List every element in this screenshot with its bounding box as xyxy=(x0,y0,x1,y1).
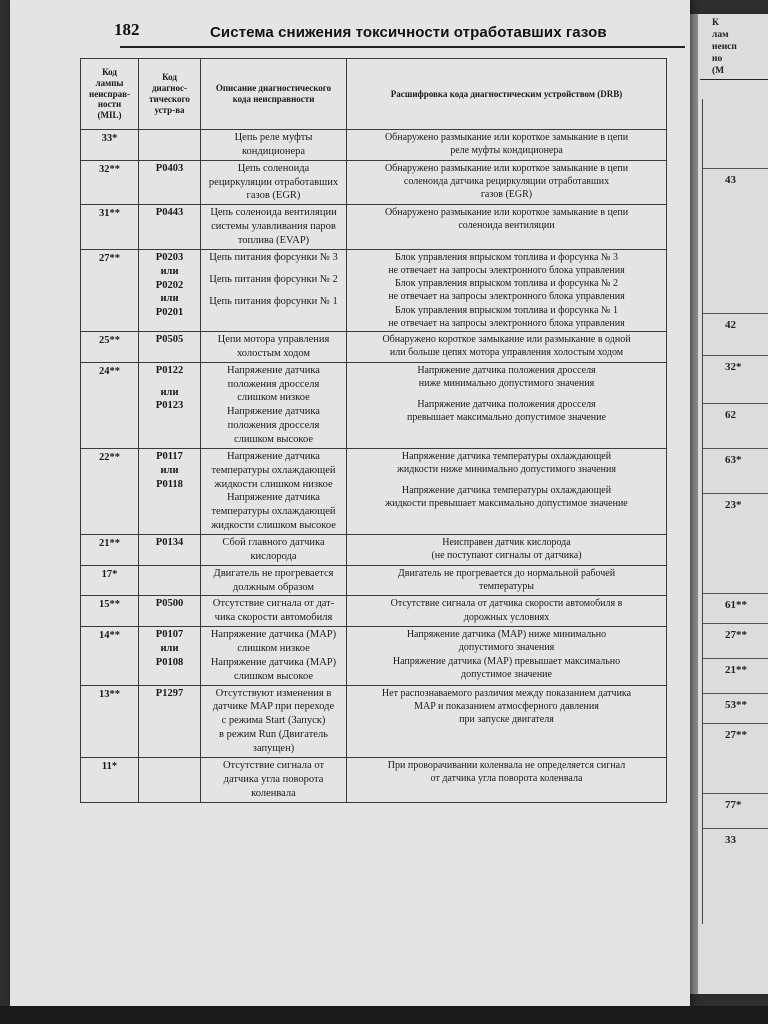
table-row xyxy=(81,627,667,685)
decoding-line: или больше цепях мотора управления холостым ходом xyxy=(389,347,624,359)
facing-page xyxy=(690,14,768,994)
description-line: газов (EGR) xyxy=(246,190,301,202)
decoding-line: не отвечает на запросы электронного блока управления xyxy=(388,291,625,303)
line-gap xyxy=(203,265,344,273)
mil-code: 21** xyxy=(81,535,139,566)
description-line: Цепь питания форсунки № 1 xyxy=(209,295,338,307)
facing-page-table xyxy=(702,99,768,924)
decoding-line: MAP и показанием атмосферного давления xyxy=(414,700,599,712)
decoding-line: Обнаружено размыкание или короткое замыкание в цепи xyxy=(384,207,629,219)
table-row xyxy=(81,249,667,331)
table-row xyxy=(81,565,667,596)
description-line: Цепь соленоида xyxy=(237,162,310,174)
description-line: температуры охлаждающей xyxy=(211,464,336,476)
header-drb-code xyxy=(139,59,201,130)
description-line: Цепь реле муфты xyxy=(234,132,313,143)
decoding-line: жидкости превышает максимально допустимое значение xyxy=(385,498,628,510)
facing-mil-code: 62 xyxy=(725,409,736,421)
table-row xyxy=(81,332,667,363)
code-decoding xyxy=(347,362,667,448)
decoding-line: (не поступают сигналы от датчика) xyxy=(431,550,582,562)
drb-code xyxy=(139,757,201,802)
description-line: в режим Run (Двигатель xyxy=(219,729,328,741)
facing-mil-code: 27** xyxy=(725,629,747,641)
drb-code-line: P0403 xyxy=(155,162,184,174)
line-gap xyxy=(141,378,198,386)
decoding-line: при запуске двигателя xyxy=(459,714,554,725)
mil-code: 33* xyxy=(81,130,139,161)
description-line: датчика угла поворота xyxy=(223,773,324,785)
table-row xyxy=(81,535,667,566)
header-mil-code xyxy=(81,59,139,130)
facing-header-line: но xyxy=(712,53,723,64)
facing-mil-code: 33 xyxy=(725,834,736,846)
description-line: Отсутствие сигнала от xyxy=(222,759,325,771)
code-description xyxy=(201,205,347,250)
drb-code-line: P0443 xyxy=(155,207,184,219)
facing-row-border xyxy=(703,313,768,314)
drb-code-line: или xyxy=(160,386,179,398)
table-row xyxy=(81,757,667,802)
drb-code xyxy=(139,565,201,596)
line-gap xyxy=(349,476,664,484)
scan-edge xyxy=(0,1006,768,1024)
decoding-line: соленоида вентиляции xyxy=(458,220,555,232)
facing-mil-code: 43 xyxy=(725,174,736,186)
facing-row-border xyxy=(703,168,768,169)
table-row xyxy=(81,160,667,205)
header-line: кода неисправности xyxy=(232,94,315,104)
line-gap xyxy=(203,287,344,295)
code-description xyxy=(201,448,347,534)
table-row xyxy=(81,685,667,757)
header-line: диагнос- xyxy=(151,83,187,94)
code-description xyxy=(201,685,347,757)
code-description xyxy=(201,332,347,363)
facing-header-line: (M xyxy=(712,65,725,76)
description-line: Отсутствуют изменения в xyxy=(215,687,332,699)
header-rule xyxy=(120,46,685,48)
table-row xyxy=(81,596,667,627)
code-decoding xyxy=(347,249,667,331)
mil-code: 24** xyxy=(81,362,139,448)
drb-code-line: P0202 xyxy=(155,279,184,291)
facing-mil-code: 23* xyxy=(725,499,742,511)
facing-row-border xyxy=(703,403,768,404)
drb-code-line: P0500 xyxy=(155,598,184,610)
table-header-row xyxy=(81,59,667,130)
drb-code xyxy=(139,627,201,685)
header-description xyxy=(201,59,347,130)
book-page xyxy=(10,0,690,1006)
decoding-line: температуры xyxy=(478,580,535,592)
decoding-line: не отвечает на запросы электронного блока управления xyxy=(388,317,625,329)
drb-code-line: или xyxy=(160,643,179,655)
decoding-line: ниже минимально допустимого значения xyxy=(418,377,595,389)
code-decoding xyxy=(347,332,667,363)
code-description xyxy=(201,565,347,596)
drb-code-line: P0118 xyxy=(156,478,183,490)
facing-header-line: лам xyxy=(712,29,729,40)
decoding-line: Напряжение датчика положения дросселя xyxy=(417,364,596,376)
description-line: Напряжение датчика xyxy=(227,450,320,462)
code-description xyxy=(201,627,347,685)
code-description xyxy=(201,757,347,802)
facing-header-line: К xyxy=(712,18,719,28)
facing-mil-code: 53** xyxy=(725,699,747,711)
header-decoding xyxy=(347,59,667,130)
table-row xyxy=(81,130,667,161)
description-line: жидкости слишком низкое xyxy=(214,478,333,490)
drb-code xyxy=(139,685,201,757)
decoding-line: не отвечает на запросы электронного блока управления xyxy=(388,265,625,277)
decoding-line: Напряжение датчика (MAP) превышает максимально xyxy=(392,655,621,667)
header-line: устр-ва xyxy=(154,104,185,115)
facing-mil-code: 77* xyxy=(725,799,742,811)
facing-page-rule xyxy=(700,79,768,80)
facing-page-header-fragment xyxy=(712,18,737,77)
page-gutter xyxy=(690,14,698,994)
description-line: положения дросселя xyxy=(227,420,320,432)
facing-row-border xyxy=(703,593,768,594)
facing-row-border xyxy=(703,493,768,494)
description-line: кондиционера xyxy=(241,145,306,157)
decoding-line: жидкости ниже минимально допустимого значения xyxy=(397,464,616,476)
description-line: жидкости слишком высокое xyxy=(211,520,336,532)
description-line: слишком низкое xyxy=(237,392,310,404)
mil-code: 13** xyxy=(81,685,139,757)
header-line: Описание диагностического xyxy=(215,83,332,94)
decoding-line: допустимое значение xyxy=(461,668,552,680)
description-line: Цепь соленоида вентиляции xyxy=(210,207,337,219)
description-line: слишком высокое xyxy=(233,670,314,682)
description-line: положения дросселя xyxy=(227,378,320,390)
drb-code-line: P0122 xyxy=(155,364,184,376)
code-decoding xyxy=(347,205,667,250)
facing-row-border xyxy=(703,693,768,694)
drb-code-line: P0123 xyxy=(155,400,184,412)
description-line: температуры охлаждающей xyxy=(211,506,336,518)
decoding-line: Напряжение датчика температуры охлаждающей xyxy=(401,450,612,462)
code-decoding xyxy=(347,596,667,627)
facing-row-border xyxy=(703,658,768,659)
code-decoding xyxy=(347,160,667,205)
description-line: Цепь питания форсунки № 3 xyxy=(209,251,338,263)
header-line: (MIL) xyxy=(97,110,122,121)
facing-mil-code: 61** xyxy=(725,599,747,611)
diagnostic-codes-table xyxy=(80,58,667,803)
decoding-line: Напряжение датчика (MAP) ниже минимально xyxy=(406,629,607,641)
description-line: Напряжение датчика (MAP) xyxy=(210,629,337,641)
decoding-line: Отсутствие сигнала от датчика скорости автомобиля в xyxy=(390,598,623,610)
code-decoding xyxy=(347,565,667,596)
description-line: Отсутствие сигнала от дат- xyxy=(212,598,335,610)
code-decoding xyxy=(347,535,667,566)
facing-row-border xyxy=(703,723,768,724)
decoding-line: реле муфты кондиционера xyxy=(450,145,563,157)
header-line: Код xyxy=(162,72,177,83)
mil-code: 25** xyxy=(81,332,139,363)
description-line: Двигатель не прогревается xyxy=(213,567,334,579)
drb-code-line: P0505 xyxy=(155,334,184,345)
drb-code xyxy=(139,160,201,205)
description-line: должным образом xyxy=(232,581,315,593)
mil-code: 15** xyxy=(81,596,139,627)
decoding-line: Неисправен датчик кислорода xyxy=(442,537,571,549)
drb-code-line: P0134 xyxy=(155,537,184,549)
drb-code xyxy=(139,332,201,363)
code-decoding xyxy=(347,757,667,802)
code-description xyxy=(201,130,347,161)
header-line: ности xyxy=(97,99,122,110)
mil-code: 14** xyxy=(81,627,139,685)
decoding-line: допустимого значения xyxy=(458,642,555,654)
facing-header-line: неисп xyxy=(712,41,737,52)
code-decoding xyxy=(347,130,667,161)
mil-code: 22** xyxy=(81,448,139,534)
description-line: Напряжение датчика (MAP) xyxy=(210,656,337,668)
code-description xyxy=(201,160,347,205)
code-description xyxy=(201,249,347,331)
description-line: рециркуляции отработавших xyxy=(208,176,339,188)
table-row xyxy=(81,448,667,534)
description-line: слишком высокое xyxy=(233,434,314,446)
drb-code-line: или xyxy=(160,464,179,476)
code-decoding xyxy=(347,448,667,534)
drb-code-line: P0201 xyxy=(155,307,184,319)
drb-code xyxy=(139,596,201,627)
description-line: коленвала xyxy=(251,787,296,799)
drb-code-line: P0108 xyxy=(155,656,184,668)
description-line: Напряжение датчика xyxy=(227,492,320,504)
decoding-line: Блок управления впрыском топлива и форсунка № 3 xyxy=(395,251,618,263)
facing-mil-code: 32* xyxy=(725,361,742,373)
drb-code-line: или xyxy=(160,265,179,277)
decoding-line: Блок управления впрыском топлива и форсунка № 2 xyxy=(395,278,618,290)
decoding-line: Обнаружено размыкание или короткое замыкание в цепи xyxy=(384,162,629,174)
decoding-line: Обнаружено короткое замыкание или размыкание в одной xyxy=(382,334,631,345)
drb-code-line: P0203 xyxy=(155,251,184,263)
description-line: с режима Start (Запуск) xyxy=(221,715,326,727)
decoding-line: Нет распознаваемого различия между показанием датчика xyxy=(381,687,632,699)
description-line: Цепь питания форсунки № 2 xyxy=(209,273,338,285)
table-row xyxy=(81,205,667,250)
drb-code xyxy=(139,130,201,161)
line-gap xyxy=(349,390,664,398)
mil-code: 31** xyxy=(81,205,139,250)
mil-code: 27** xyxy=(81,249,139,331)
description-line: запущен) xyxy=(252,743,295,755)
facing-row-border xyxy=(703,623,768,624)
facing-mil-code: 63* xyxy=(725,454,742,466)
decoding-line: Обнаружено размыкание или короткое замыкание в цепи xyxy=(384,132,629,143)
description-line: Цепи мотора управления xyxy=(217,334,330,345)
decoding-line: превышает максимально допустимое значение xyxy=(407,412,606,424)
facing-mil-code: 21** xyxy=(725,664,747,676)
header-line: лампы xyxy=(95,77,124,88)
facing-row-border xyxy=(703,828,768,829)
facing-mil-code: 27** xyxy=(725,729,747,741)
decoding-line: Двигатель не прогревается до нормальной рабочей xyxy=(397,567,616,579)
decoding-line: Напряжение датчика положения дросселя xyxy=(417,399,596,411)
decoding-line: соленоида датчика рециркуляции отработавших xyxy=(403,175,610,187)
code-description xyxy=(201,535,347,566)
drb-code-line: P1297 xyxy=(155,687,184,699)
description-line: слишком низкое xyxy=(237,643,310,655)
table-row xyxy=(81,362,667,448)
facing-row-border xyxy=(703,793,768,794)
page-number: 182 xyxy=(114,20,140,39)
description-line: датчике MAP при переходе xyxy=(212,701,335,713)
description-line: Напряжение датчика xyxy=(227,364,320,376)
mil-code: 11* xyxy=(81,757,139,802)
drb-code-line: P0107 xyxy=(155,629,184,641)
drb-code-line: P0117 xyxy=(156,450,183,462)
decoding-line: Напряжение датчика температуры охлаждающей xyxy=(401,485,612,497)
code-decoding xyxy=(347,627,667,685)
drb-code xyxy=(139,362,201,448)
drb-code xyxy=(139,535,201,566)
description-line: кислорода xyxy=(250,550,297,562)
decoding-line: Блок управления впрыском топлива и форсунка № 1 xyxy=(395,304,618,316)
code-description xyxy=(201,596,347,627)
description-line: топлива (EVAP) xyxy=(237,235,310,247)
decoding-line: газов (EGR) xyxy=(480,189,533,201)
decoding-line: дорожных условиях xyxy=(463,611,550,623)
facing-row-border xyxy=(703,448,768,449)
drb-code xyxy=(139,448,201,534)
mil-code: 32** xyxy=(81,160,139,205)
description-line: системы улавливания паров xyxy=(211,221,336,233)
facing-mil-code: 42 xyxy=(725,319,736,331)
decoding-line: от датчика угла поворота коленвала xyxy=(430,773,583,785)
chapter-title: Система снижения токсичности отработавших газов xyxy=(210,24,607,41)
description-line: чика скорости автомобиля xyxy=(214,612,333,624)
header-line: Расшифровка кода диагностическим устройством (DRB) xyxy=(390,88,623,99)
description-line: холостым ходом xyxy=(236,347,311,359)
code-decoding xyxy=(347,685,667,757)
drb-code xyxy=(139,205,201,250)
header-line: Код xyxy=(102,66,117,77)
drb-code xyxy=(139,249,201,331)
drb-code-line: или xyxy=(160,293,179,305)
description-line: Сбой главного датчика xyxy=(222,537,325,549)
mil-code: 17* xyxy=(81,565,139,596)
description-line: Напряжение датчика xyxy=(227,406,320,418)
header-line: тического xyxy=(149,94,190,104)
header-line: неисправ- xyxy=(89,88,130,99)
code-description xyxy=(201,362,347,448)
facing-row-border xyxy=(703,355,768,356)
decoding-line: При проворачивании коленвала не определяется сигнал xyxy=(387,759,626,771)
